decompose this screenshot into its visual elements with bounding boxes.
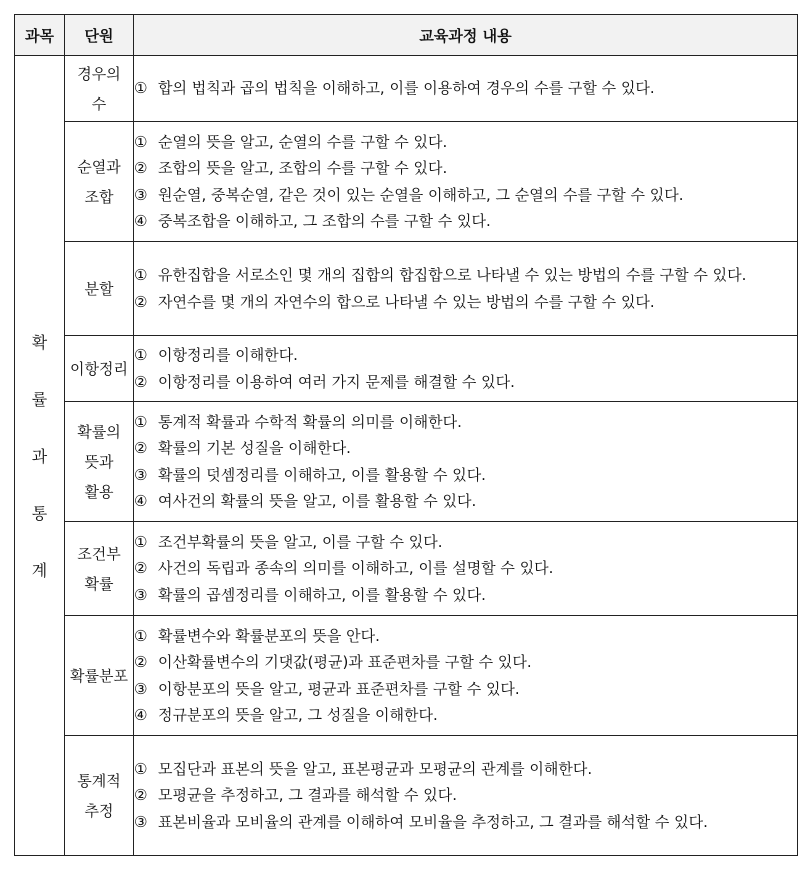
unit-name-line: 경우의 — [77, 64, 121, 83]
unit-cell — [65, 122, 134, 242]
content-list — [134, 529, 797, 609]
subject-cell — [15, 56, 65, 856]
unit-name-line: 활용 — [84, 482, 114, 501]
table-row — [15, 122, 798, 242]
unit-name-line: 분할 — [84, 279, 114, 298]
content-item — [134, 782, 797, 809]
content-cell — [134, 336, 798, 402]
content-item — [134, 182, 797, 209]
item-text: 자연수를 몇 개의 자연수의 합으로 나타낼 수 있는 방법의 수를 구할 수 있다. — [158, 292, 655, 311]
unit-name-line: 이항정리 — [70, 359, 128, 378]
content-list — [134, 409, 797, 515]
content-list — [134, 262, 797, 315]
item-number: ① — [134, 346, 148, 364]
item-number: ④ — [134, 706, 148, 724]
content-cell — [134, 242, 798, 336]
subject-char: 률 — [31, 390, 48, 409]
unit-name-line: 수 — [91, 94, 107, 113]
item-text: 확률변수와 확률분포의 뜻을 안다. — [158, 626, 380, 645]
subject-char: 계 — [31, 561, 48, 580]
item-text: 확률의 덧셈정리를 이해하고, 이를 활용할 수 있다. — [158, 465, 486, 484]
content-cell — [134, 616, 798, 736]
item-text: 이항정리를 이해한다. — [158, 346, 298, 364]
item-number: ① — [134, 412, 148, 431]
subject-label — [15, 330, 64, 581]
unit-name-line: 추정 — [84, 801, 114, 820]
content-item — [134, 756, 797, 783]
content-item — [134, 155, 797, 182]
item-text: 조합의 뜻을 알고, 조합의 수를 구할 수 있다. — [158, 159, 448, 177]
item-number: ② — [134, 292, 148, 311]
content-item — [134, 262, 797, 289]
content-item — [134, 488, 797, 515]
unit-cell — [65, 56, 134, 122]
item-text: 사건의 독립과 종속의 의미를 이해하고, 이를 설명할 수 있다. — [158, 559, 554, 578]
content-item — [134, 129, 797, 156]
table-row — [15, 736, 798, 856]
item-text: 여사건의 확률의 뜻을 알고, 이를 활용할 수 있다. — [158, 492, 477, 510]
item-text: 표본비율과 모비율의 관계를 이해하여 모비율을 추정하고, 그 결과를 해석할 수 있다. — [158, 812, 708, 831]
content-item — [134, 342, 797, 369]
content-item — [134, 582, 797, 609]
item-text: 모집단과 표본의 뜻을 알고, 표본평균과 모평균의 관계를 이해한다. — [158, 759, 593, 778]
table-row — [15, 522, 798, 616]
header-unit: 단원 — [65, 15, 134, 56]
content-item — [134, 649, 797, 676]
content-item — [134, 809, 797, 836]
table-row — [15, 56, 798, 122]
item-text: 이항정리를 이용하여 여러 가지 문제를 해결할 수 있다. — [158, 372, 515, 391]
content-item — [134, 702, 797, 729]
item-text: 이항분포의 뜻을 알고, 평균과 표준편차를 구할 수 있다. — [158, 679, 520, 698]
subject-char: 통 — [31, 504, 48, 523]
unit-name-line: 조건부 — [77, 544, 121, 563]
content-item — [134, 208, 797, 235]
item-text: 모평균을 추정하고, 그 결과를 해석할 수 있다. — [158, 786, 457, 805]
content-item — [134, 623, 797, 650]
item-text: 유한집합을 서로소인 몇 개의 집합의 합집합으로 나타낼 수 있는 방법의 수를 구할 수 있다. — [158, 266, 747, 284]
unit-cell — [65, 736, 134, 856]
table-row — [15, 402, 798, 522]
unit-cell — [65, 336, 134, 402]
content-cell — [134, 56, 798, 122]
content-item — [134, 409, 797, 436]
item-text: 조건부확률의 뜻을 알고, 이를 구할 수 있다. — [158, 532, 443, 551]
item-number: ④ — [134, 212, 148, 230]
item-text: 이산확률변수의 기댓값(평균)과 표준편차를 구할 수 있다. — [158, 653, 532, 671]
unit-name-line: 확률 — [84, 574, 114, 593]
item-number: ③ — [134, 465, 148, 484]
item-text: 원순열, 중복순열, 같은 것이 있는 순열을 이해하고, 그 순열의 수를 구할 수 있다. — [158, 185, 684, 204]
item-number: ③ — [134, 185, 148, 204]
item-text: 확률의 곱셈정리를 이해하고, 이를 활용할 수 있다. — [158, 585, 486, 604]
item-number: ③ — [134, 812, 148, 831]
curriculum-table — [14, 14, 798, 856]
item-number: ① — [134, 626, 148, 645]
table-row — [15, 616, 798, 736]
item-number: ① — [134, 79, 148, 98]
header-content: 교육과정 내용 — [134, 15, 798, 56]
item-number: ② — [134, 653, 148, 671]
item-number: ② — [134, 559, 148, 578]
item-number: ② — [134, 372, 148, 391]
subject-char: 확 — [31, 333, 48, 352]
content-list — [134, 342, 797, 395]
content-list — [134, 129, 797, 235]
content-list — [134, 75, 797, 102]
item-text: 중복조합을 이해하고, 그 조합의 수를 구할 수 있다. — [158, 212, 491, 230]
subject-char: 과 — [31, 447, 48, 466]
table-row — [15, 242, 798, 336]
unit-cell — [65, 616, 134, 736]
unit-cell — [65, 522, 134, 616]
content-cell — [134, 122, 798, 242]
item-number: ② — [134, 439, 148, 457]
item-number: ② — [134, 159, 148, 177]
unit-name-line: 통계적 — [77, 771, 121, 790]
unit-name-line: 순열과 — [77, 157, 121, 176]
item-number: ① — [134, 759, 148, 778]
content-cell — [134, 736, 798, 856]
table-header — [15, 15, 798, 56]
content-item — [134, 289, 797, 316]
content-item — [134, 555, 797, 582]
content-list — [134, 756, 797, 836]
table-body — [15, 56, 798, 856]
content-item — [134, 529, 797, 556]
content-item — [134, 75, 797, 102]
unit-name-line: 조합 — [84, 187, 114, 206]
item-text: 확률의 기본 성질을 이해한다. — [158, 439, 351, 457]
item-number: ① — [134, 532, 148, 551]
item-number: ② — [134, 786, 148, 805]
content-item — [134, 676, 797, 703]
unit-cell — [65, 242, 134, 336]
content-cell — [134, 402, 798, 522]
item-text: 순열의 뜻을 알고, 순열의 수를 구할 수 있다. — [158, 132, 448, 151]
content-item — [134, 462, 797, 489]
unit-cell — [65, 402, 134, 522]
unit-name-line: 확률의 — [77, 422, 121, 441]
content-cell — [134, 522, 798, 616]
header-subject: 과목 — [15, 15, 65, 56]
item-number: ③ — [134, 585, 148, 604]
item-number: ① — [134, 132, 148, 151]
content-list — [134, 623, 797, 729]
item-text: 정규분포의 뜻을 알고, 그 성질을 이해한다. — [158, 706, 438, 724]
item-text: 합의 법칙과 곱의 법칙을 이해하고, 이를 이용하여 경우의 수를 구할 수 있다. — [158, 79, 655, 98]
unit-name-line: 확률분포 — [70, 666, 128, 685]
item-number: ① — [134, 266, 148, 284]
content-item — [134, 435, 797, 462]
content-item — [134, 369, 797, 396]
item-number: ③ — [134, 679, 148, 698]
unit-name-line: 뜻과 — [84, 452, 114, 471]
table-row — [15, 336, 798, 402]
item-number: ④ — [134, 492, 148, 510]
item-text: 통계적 확률과 수학적 확률의 의미를 이해한다. — [158, 412, 462, 431]
